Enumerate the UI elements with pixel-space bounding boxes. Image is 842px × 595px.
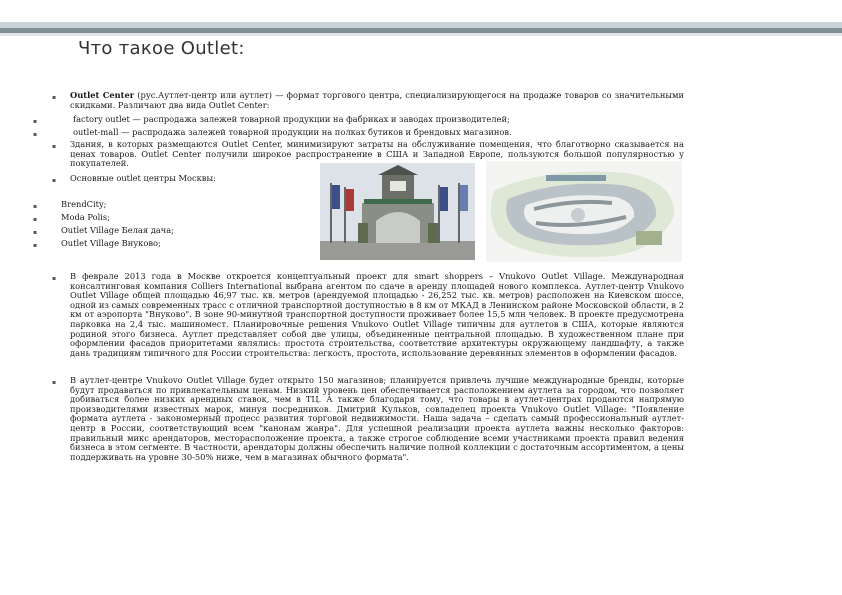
paragraph-vnukovo-project: В феврале 2013 года в Москве откроется концептуальный проект для smart shoppers – Vnukovo Outlet Village. Международная консалтинговая компания Colliers International выбрана агентом по сдаче в аренду площадей нового комплекса. Аутлет-центр Vnukovo Outlet Village общей площадью 46,97 тыс. кв. метров (арендуемой площадью - 26,252 тыс. кв. метров) расположен на Киевском шоссе, одной из самых современных трасс с отличной транспортной доступностью в 8 км от МКАД в Ленинском районе Московской области, в 2 км от аэропорта "Внуково". В зоне 90-минутной транспортной доступности проживает более 15,5 млн человек. В проекте предусмотрена парковка на 2,4 тыс. машиномест. Планировочные решения Vnukovo Outlet Village типичны для аутлетов в США, которые являются родиной этого бизнеса. Аутлет представляет собой две улицы, объединенные центральной площадью. В художественном плане при оформлении фасадов приоритетами являлись: простота строительства, соответствие архитектуры окружающему ландшафту, а также дань традициям типичного для России строительства: легкость, простота, использование деревянных элементов в оформлении фасадов. — [70, 271, 684, 358]
bullet-icon: ▪ — [33, 216, 38, 223]
paragraph-outlet-definition — [70, 91, 684, 110]
header-band-top — [0, 0, 842, 22]
bullet-icon: ▪ — [33, 229, 38, 236]
definition-text: (рус.Аутлет-центр или аутлет) — формат торгового центра, специализирующегося на продаже товаров со значительными скидками. Различают два вида Outlet Center: — [70, 90, 685, 110]
slide-title: Что такое Outlet: — [78, 38, 245, 59]
outlet-village-aerial-render — [486, 161, 682, 262]
list-item: Outlet Village Внуково; — [61, 238, 161, 248]
bullet-icon: ▪ — [52, 177, 57, 184]
paragraph-vnukovo-stores: В аутлет-центре Vnukovo Outlet Village будет открыто 150 магазинов; планируется привлечь лучшие международные бренды, которые будут продаваться по привлекательным ценам. Низкий уровень цен обеспечивается расположением аутлета за городом, что позволяет добиваться более низких арендных ставок, чем в ТЦ. А также благодаря тому, что товары в аутлет-центрах продаются напрямую производителями известных марок, минуя посредников. Дмитрий Кульков, совладелец проекта Vnukovo Outlet Village: "Появление формата аутлета - закономерный процесс развития торговой недвижимости. Наша задача – сделать самый профессиональный аутлет-центр в России, соответствующий всем "канонам жанра". Для успешной реализации проекта аутлета важны несколько факторов: правильный микс арендаторов, месторасположение проекта, а также строгое соблюдение всеми участниками проекта правил ведения бизнеса в этом сегменте. В частности, арендаторы должны обеспечить наличие полной коллекции с достаточным ассортиментом, а цены поддерживать на уровне 30-50% ниже, чем в магазинах обычного формата". — [70, 375, 684, 462]
bullet-icon: ▪ — [33, 131, 38, 138]
outlet-gate-photo — [320, 163, 475, 260]
paragraph-outlet-mall: outlet-mall — распродажа залежей товарной продукции на полках бутиков и брендовых магазинов. — [73, 127, 512, 137]
bullet-icon: ▪ — [33, 203, 38, 210]
bullet-icon: ▪ — [33, 118, 38, 125]
header-band-pale — [0, 33, 842, 36]
bullet-icon: ▪ — [52, 379, 57, 386]
paragraph-factory-outlet: factory outlet — распродажа залежей товарной продукции на фабриках и заводах производителей; — [73, 114, 510, 124]
list-item: Moda Polis; — [61, 212, 110, 222]
paragraph-buildings: Здания, в которых размещаются Outlet Center, минимизируют затраты на обслуживание помещения, что благотворно сказывается на ценах товаров. Outlet Center получили широкое распространение в США и Западной Европе, пользуются большой популярностью у покупателей. — [70, 139, 684, 169]
list-item: Outlet Village Белая дача; — [61, 225, 175, 235]
bullet-icon: ▪ — [52, 275, 57, 282]
paragraph-moscow-outlets: Основные outlet центры Москвы: — [70, 173, 216, 183]
term-bold: Outlet Center — [70, 90, 135, 100]
bullet-icon: ▪ — [52, 143, 57, 150]
list-item: BrendCity; — [61, 199, 107, 209]
bullet-icon: ▪ — [33, 242, 38, 249]
bullet-icon: ▪ — [52, 94, 57, 101]
